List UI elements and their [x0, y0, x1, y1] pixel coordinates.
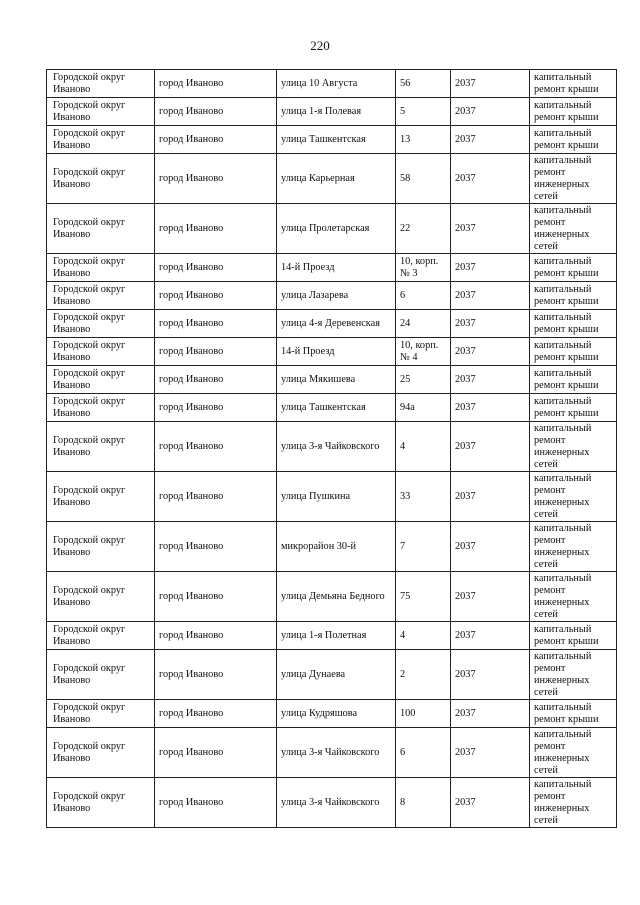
table-row — [47, 700, 617, 728]
work-type-cell: капитальный ремонт инженерных сетей — [530, 572, 617, 622]
year-cell: 2037 — [451, 728, 530, 778]
district-cell: Городской округ Иваново — [47, 472, 155, 522]
work-type-cell: капитальный ремонт крыши — [530, 338, 617, 366]
street-cell: улица Демьяна Бедного — [277, 572, 396, 622]
city-cell: город Иваново — [155, 70, 277, 98]
work-type-cell: капитальный ремонт крыши — [530, 310, 617, 338]
year-cell: 2037 — [451, 154, 530, 204]
street-cell: 14-й Проезд — [277, 254, 396, 282]
house-cell: 100 — [396, 700, 451, 728]
house-cell: 56 — [396, 70, 451, 98]
table-row — [47, 650, 617, 700]
street-cell: улица Карьерная — [277, 154, 396, 204]
district-cell: Городской округ Иваново — [47, 204, 155, 254]
city-cell: город Иваново — [155, 366, 277, 394]
street-cell: улица 3-я Чайковского — [277, 728, 396, 778]
house-cell: 6 — [396, 282, 451, 310]
year-cell: 2037 — [451, 366, 530, 394]
city-cell: город Иваново — [155, 98, 277, 126]
work-type-cell: капитальный ремонт инженерных сетей — [530, 728, 617, 778]
year-cell: 2037 — [451, 338, 530, 366]
city-cell: город Иваново — [155, 778, 277, 828]
work-type-cell: капитальный ремонт инженерных сетей — [530, 204, 617, 254]
district-cell: Городской округ Иваново — [47, 338, 155, 366]
house-cell: 7 — [396, 522, 451, 572]
table-row — [47, 522, 617, 572]
table-body — [47, 70, 617, 828]
house-cell: 6 — [396, 728, 451, 778]
district-cell: Городской округ Иваново — [47, 282, 155, 310]
year-cell: 2037 — [451, 778, 530, 828]
table-row — [47, 728, 617, 778]
street-cell: улица 1-я Полевая — [277, 98, 396, 126]
district-cell: Городской округ Иваново — [47, 70, 155, 98]
city-cell: город Иваново — [155, 728, 277, 778]
year-cell: 2037 — [451, 204, 530, 254]
work-type-cell: капитальный ремонт крыши — [530, 700, 617, 728]
street-cell: 14-й Проезд — [277, 338, 396, 366]
table-row — [47, 366, 617, 394]
year-cell: 2037 — [451, 70, 530, 98]
work-type-cell: капитальный ремонт крыши — [530, 254, 617, 282]
table-row — [47, 282, 617, 310]
city-cell: город Иваново — [155, 254, 277, 282]
district-cell: Городской округ Иваново — [47, 98, 155, 126]
year-cell: 2037 — [451, 700, 530, 728]
house-cell: 58 — [396, 154, 451, 204]
work-type-cell: капитальный ремонт инженерных сетей — [530, 472, 617, 522]
table-row — [47, 338, 617, 366]
work-type-cell: капитальный ремонт инженерных сетей — [530, 154, 617, 204]
house-cell: 75 — [396, 572, 451, 622]
year-cell: 2037 — [451, 126, 530, 154]
city-cell: город Иваново — [155, 650, 277, 700]
city-cell: город Иваново — [155, 572, 277, 622]
house-cell: 33 — [396, 472, 451, 522]
street-cell: микрорайон 30-й — [277, 522, 396, 572]
street-cell: улица 4-я Деревенская — [277, 310, 396, 338]
work-type-cell: капитальный ремонт крыши — [530, 394, 617, 422]
table-row — [47, 98, 617, 126]
street-cell: улица Ташкентская — [277, 126, 396, 154]
work-type-cell: капитальный ремонт инженерных сетей — [530, 522, 617, 572]
year-cell: 2037 — [451, 422, 530, 472]
street-cell: улица Ташкентская — [277, 394, 396, 422]
table-row — [47, 254, 617, 282]
house-cell: 13 — [396, 126, 451, 154]
street-cell: улица Пушкина — [277, 472, 396, 522]
district-cell: Городской округ Иваново — [47, 522, 155, 572]
city-cell: город Иваново — [155, 204, 277, 254]
year-cell: 2037 — [451, 572, 530, 622]
house-cell: 24 — [396, 310, 451, 338]
year-cell: 2037 — [451, 522, 530, 572]
work-type-cell: капитальный ремонт крыши — [530, 98, 617, 126]
street-cell: улица 1-я Полетная — [277, 622, 396, 650]
street-cell: улица Пролетарская — [277, 204, 396, 254]
city-cell: город Иваново — [155, 126, 277, 154]
work-type-cell: капитальный ремонт крыши — [530, 126, 617, 154]
street-cell: улица Мякишева — [277, 366, 396, 394]
district-cell: Городской округ Иваново — [47, 154, 155, 204]
table-row — [47, 70, 617, 98]
house-cell: 4 — [396, 422, 451, 472]
city-cell: город Иваново — [155, 394, 277, 422]
table-row — [47, 572, 617, 622]
district-cell: Городской округ Иваново — [47, 254, 155, 282]
district-cell: Городской округ Иваново — [47, 126, 155, 154]
district-cell: Городской округ Иваново — [47, 778, 155, 828]
house-cell: 94а — [396, 394, 451, 422]
work-type-cell: капитальный ремонт крыши — [530, 282, 617, 310]
house-cell: 2 — [396, 650, 451, 700]
table-row — [47, 126, 617, 154]
house-cell: 8 — [396, 778, 451, 828]
city-cell: город Иваново — [155, 472, 277, 522]
street-cell: улица Кудряшова — [277, 700, 396, 728]
table-row — [47, 154, 617, 204]
street-cell: улица 3-я Чайковского — [277, 422, 396, 472]
house-cell: 22 — [396, 204, 451, 254]
street-cell: улица Дунаева — [277, 650, 396, 700]
city-cell: город Иваново — [155, 622, 277, 650]
district-cell: Городской округ Иваново — [47, 622, 155, 650]
house-cell: 10, корп. № 4 — [396, 338, 451, 366]
district-cell: Городской округ Иваново — [47, 394, 155, 422]
table-row — [47, 394, 617, 422]
work-type-cell: капитальный ремонт крыши — [530, 366, 617, 394]
district-cell: Городской округ Иваново — [47, 422, 155, 472]
city-cell: город Иваново — [155, 154, 277, 204]
table-row — [47, 422, 617, 472]
city-cell: город Иваново — [155, 422, 277, 472]
table-row — [47, 472, 617, 522]
district-cell: Городской округ Иваново — [47, 650, 155, 700]
city-cell: город Иваново — [155, 522, 277, 572]
district-cell: Городской округ Иваново — [47, 572, 155, 622]
city-cell: город Иваново — [155, 700, 277, 728]
work-type-cell: капитальный ремонт крыши — [530, 70, 617, 98]
street-cell: улица 10 Августа — [277, 70, 396, 98]
work-type-cell: капитальный ремонт крыши — [530, 622, 617, 650]
street-cell: улица 3-я Чайковского — [277, 778, 396, 828]
table-row — [47, 204, 617, 254]
district-cell: Городской округ Иваново — [47, 728, 155, 778]
house-cell: 10, корп. № 3 — [396, 254, 451, 282]
year-cell: 2037 — [451, 394, 530, 422]
house-cell: 25 — [396, 366, 451, 394]
table-row — [47, 310, 617, 338]
repair-schedule-table — [46, 69, 617, 828]
district-cell: Городской округ Иваново — [47, 310, 155, 338]
city-cell: город Иваново — [155, 310, 277, 338]
year-cell: 2037 — [451, 254, 530, 282]
house-cell: 4 — [396, 622, 451, 650]
table-row — [47, 622, 617, 650]
district-cell: Городской округ Иваново — [47, 700, 155, 728]
street-cell: улица Лазарева — [277, 282, 396, 310]
year-cell: 2037 — [451, 472, 530, 522]
house-cell: 5 — [396, 98, 451, 126]
table-row — [47, 778, 617, 828]
work-type-cell: капитальный ремонт инженерных сетей — [530, 778, 617, 828]
city-cell: город Иваново — [155, 282, 277, 310]
work-type-cell: капитальный ремонт инженерных сетей — [530, 650, 617, 700]
city-cell: город Иваново — [155, 338, 277, 366]
year-cell: 2037 — [451, 650, 530, 700]
district-cell: Городской округ Иваново — [47, 366, 155, 394]
year-cell: 2037 — [451, 622, 530, 650]
page-number: 220 — [310, 38, 330, 53]
year-cell: 2037 — [451, 98, 530, 126]
work-type-cell: капитальный ремонт инженерных сетей — [530, 422, 617, 472]
year-cell: 2037 — [451, 310, 530, 338]
year-cell: 2037 — [451, 282, 530, 310]
